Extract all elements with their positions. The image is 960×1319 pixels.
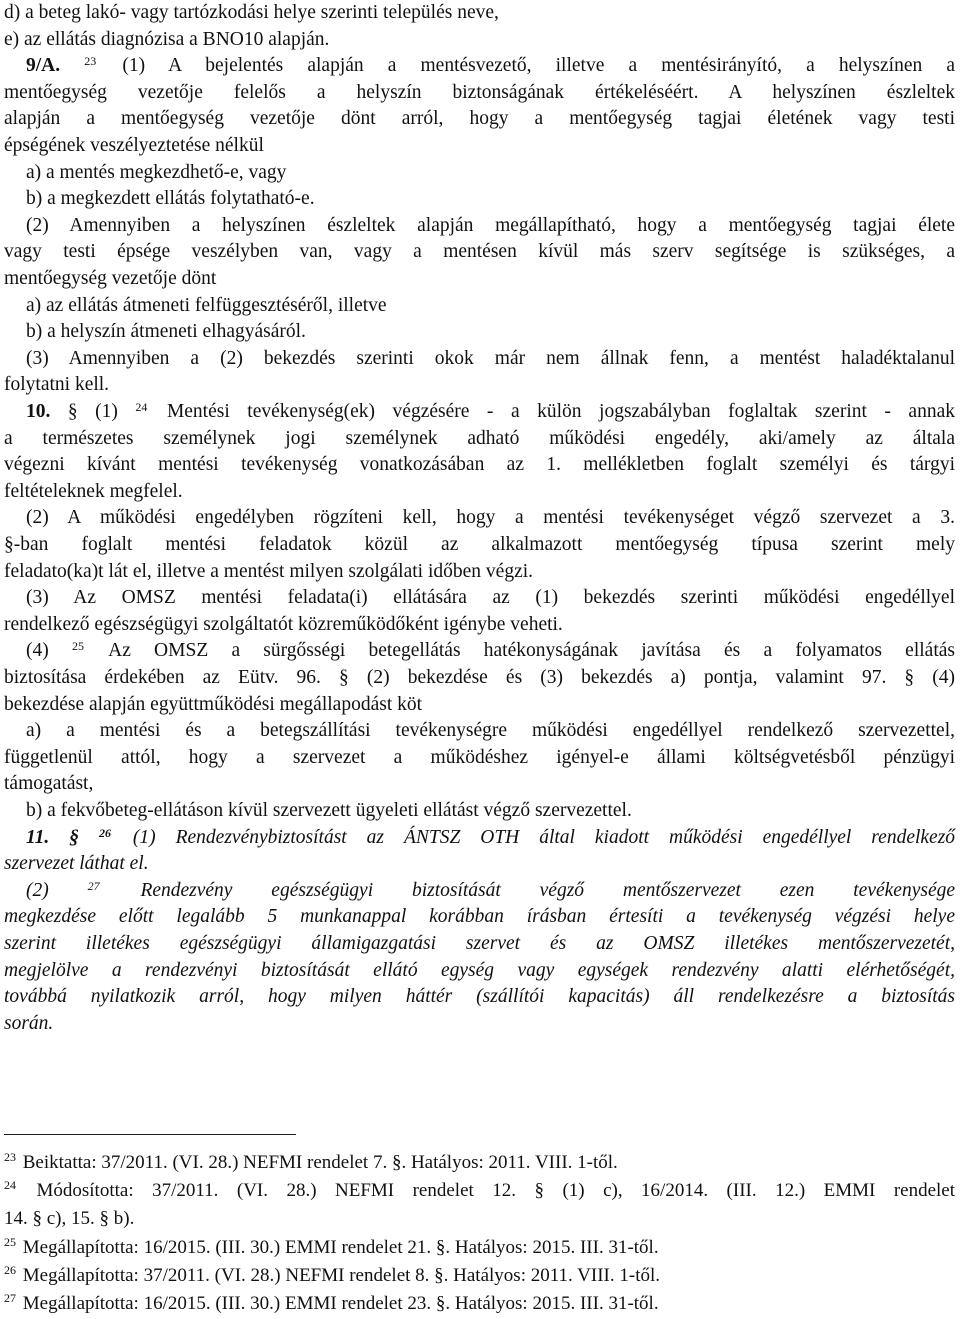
line-text: (3) Az OMSZ mentési feladata(i) ellátására az (1) bekezdés szerinti működési engedéllyel xyxy=(26,587,955,609)
text-line xyxy=(0,692,955,718)
footnote-number: 25 xyxy=(4,1234,16,1249)
line-text: végezni kívánt mentési tevékenység vonatkozásában az 1. mellékletben foglalt személyi és tárgyi xyxy=(4,454,955,476)
footnote-text: 14. § c), 15. § b). xyxy=(4,1208,135,1230)
text-line xyxy=(0,266,955,292)
line-text: megkezdése előtt legalább 5 munkanappal korábban írásban értesíti a tevékenység végzési helye xyxy=(4,906,955,928)
footnote-number: 26 xyxy=(4,1262,16,1277)
footnote-ref: 27 xyxy=(87,878,100,893)
text-line xyxy=(0,399,955,425)
line-text: a természetes személynek jogi személynek adható működési engedély, aki/amely az általa xyxy=(4,427,955,449)
line-text: mentőegység vezetője felelős a helyszín biztonságának értékeléséért. A helyszínen észleltek xyxy=(4,81,955,103)
line-text: mentőegység vezetője dönt xyxy=(4,268,217,289)
text-line xyxy=(0,532,955,558)
line-text: szerint illetékes egészségügyi államigazgatási szervet és az OMSZ illetékes mentőszervezetét, xyxy=(4,933,955,954)
text-line xyxy=(0,372,955,398)
text-line xyxy=(0,426,955,452)
text-line xyxy=(0,213,955,239)
line-text: (3) Amennyiben a (2) bekezdés szerinti okok már nem állnak fenn, a mentést haladéktalanul xyxy=(26,347,955,369)
line-text: támogatást, xyxy=(4,773,94,795)
footnote xyxy=(0,1150,955,1176)
text-line xyxy=(0,718,955,744)
text-line xyxy=(0,452,955,478)
section-marker: (4) xyxy=(26,640,49,662)
footnote-text: Módosította: 37/2011. (VI. 28.) NEFMI rendelet 12. § (1) c), 16/2014. (III. 12.) EMMI rendelet xyxy=(36,1180,956,1202)
text-line xyxy=(0,825,955,851)
line-text: b) a helyszín átmeneti elhagyásáról. xyxy=(26,321,306,343)
section-number: 10. xyxy=(26,401,51,422)
text-line xyxy=(0,319,955,345)
text-line xyxy=(0,585,955,611)
section-marker: § (1) xyxy=(67,401,118,422)
line-text: Mentési tevékenység(ek) végzésére - a külön jogszabályban foglaltak szerint - annak xyxy=(166,401,955,422)
text-line xyxy=(0,878,955,904)
footnote xyxy=(0,1206,955,1232)
text-line xyxy=(0,186,955,212)
line-text: szervezet láthat el. xyxy=(4,853,149,875)
text-line xyxy=(0,745,955,771)
line-text: Rendezvény egészségügyi biztosítását végző mentőszervezet ezen tevékenysége xyxy=(140,879,956,901)
line-text: a) a mentési és a betegszállítási tevékenységre működési engedéllyel rendelkező szervezettel, xyxy=(26,720,955,742)
section-marker: § xyxy=(69,826,80,848)
section-number: 11. xyxy=(26,826,50,848)
line-text: §-ban foglalt mentési feladatok közül az alkalmazott mentőegység típusa szerint mely xyxy=(4,534,955,555)
line-text: (1) Rendezvénybiztosítást az ÁNTSZ OTH által kiadott működési engedéllyel rendelkező xyxy=(132,826,956,848)
text-line xyxy=(0,505,955,531)
text-line xyxy=(0,665,955,691)
footnote-ref: 24 xyxy=(135,400,148,414)
line-text: feltételeknek megfelel. xyxy=(4,480,183,502)
line-text: (1) A bejelentés alapján a mentésvezető, illetve a mentésirányító, a helyszínen a xyxy=(122,55,956,77)
footnote-text: Beiktatta: 37/2011. (VI. 28.) NEFMI rendelet 7. §. Hatályos: 2011. VIII. 1-től. xyxy=(22,1152,618,1173)
footnote-ref: 26 xyxy=(98,825,111,840)
line-text: e) az ellátás diagnózisa a BNO10 alapján. xyxy=(4,28,330,50)
text-line xyxy=(0,984,955,1010)
line-text: feladato(ka)t lát el, illetve a mentést milyen szolgálati időben végzi. xyxy=(4,560,534,582)
footnote-ref: 23 xyxy=(84,54,97,69)
text-line xyxy=(0,904,955,930)
footnote-number: 23 xyxy=(4,1150,16,1164)
footnote-text: Megállapította: 37/2011. (VI. 28.) NEFMI rendelet 8. §. Hatályos: 2011. VIII. 1-től. xyxy=(22,1264,661,1286)
line-text: a) az ellátás átmeneti felfüggesztéséről, illetve xyxy=(26,294,387,316)
text-line xyxy=(0,638,955,664)
text-line xyxy=(0,612,955,638)
line-text: (2) Amennyiben a helyszínen észleltek alapján megállapítható, hogy a mentőegység tagjai élete xyxy=(26,214,955,236)
section-marker: (2) xyxy=(26,879,49,901)
line-text: Az OMSZ a sürgősségi betegellátás hatékonyságának javítása és a folyamatos ellátás xyxy=(108,640,955,662)
text-line xyxy=(0,239,955,265)
text-line xyxy=(0,27,955,53)
line-text: függetlenül attól, hogy a szervezet a működéshez igényel-e állami költségvetésből pénzügyi xyxy=(4,746,955,768)
line-text: alapján a mentőegység vezetője dönt arról, hogy a mentőegység tagjai életének vagy testi xyxy=(4,108,955,130)
line-text: biztosítása érdekében az Eütv. 96. § (2) bekezdése és (3) bekezdés a) pontja, valamint 97. § (4) xyxy=(4,667,955,688)
footnote-ref: 25 xyxy=(71,639,84,654)
line-text: megjelölve a rendezvényi biztosítását ellátó egység vagy egységek rendezvény alatti elérhetőségét, xyxy=(4,959,955,981)
text-line xyxy=(0,798,955,824)
text-line xyxy=(0,346,955,372)
line-text: d) a beteg lakó- vagy tartózkodási helye szerinti település neve, xyxy=(4,2,499,23)
text-line xyxy=(0,80,955,106)
line-text: bekezdése alapján együttműködési megállapodást köt xyxy=(4,693,423,715)
footnote xyxy=(0,1291,955,1317)
text-line xyxy=(0,771,955,797)
text-line xyxy=(0,53,955,79)
line-text: b) a megkezdett ellátás folytatható-e. xyxy=(26,188,315,210)
line-text: épségének veszélyeztetése nélkül xyxy=(4,135,264,156)
text-line xyxy=(0,1011,955,1037)
line-text: (2) A működési engedélyben rögzíteni kell, hogy a mentési tevékenységet végző szervezet a 3. xyxy=(26,507,955,529)
footnote-number: 24 xyxy=(4,1178,16,1193)
line-text: folytatni kell. xyxy=(4,374,110,396)
text-line xyxy=(0,160,955,186)
footnote xyxy=(0,1263,955,1289)
line-text: továbbá nyilatkozik arról, hogy milyen háttér (szállítói kapacitás) áll rendelkezésre a biztosítás xyxy=(4,986,955,1008)
footnote-text: Megállapította: 16/2015. (III. 30.) EMMI rendelet 21. §. Hatályos: 2015. III. 31-től. xyxy=(22,1236,659,1258)
line-text: a) a mentés megkezdhető-e, vagy xyxy=(26,161,287,183)
footnote-separator xyxy=(4,1134,296,1135)
text-line xyxy=(0,851,955,877)
text-line xyxy=(0,958,955,984)
text-line xyxy=(0,106,955,132)
line-text: rendelkező egészségügyi szolgáltatót közreműködőként igénybe veheti. xyxy=(4,613,563,635)
footnote-text: Megállapította: 16/2015. (III. 30.) EMMI rendelet 23. §. Hatályos: 2015. III. 31-től. xyxy=(22,1293,659,1314)
footnote xyxy=(0,1235,955,1261)
text-line xyxy=(0,133,955,159)
text-line xyxy=(0,479,955,505)
line-text: b) a fekvőbeteg-ellátáson kívül szervezett ügyeleti ellátást végző szervezettel. xyxy=(26,800,632,821)
text-line xyxy=(0,0,955,26)
text-line xyxy=(0,559,955,585)
footnote-number: 27 xyxy=(4,1291,16,1305)
line-text: vagy testi épsége veszélyben van, vagy a mentésen kívül más szerv segítsége is szükséges, a xyxy=(4,241,955,263)
line-text: során. xyxy=(4,1012,54,1034)
text-line xyxy=(0,931,955,957)
footnote xyxy=(0,1178,955,1204)
section-number: 9/A. xyxy=(26,55,61,77)
text-line xyxy=(0,293,955,319)
